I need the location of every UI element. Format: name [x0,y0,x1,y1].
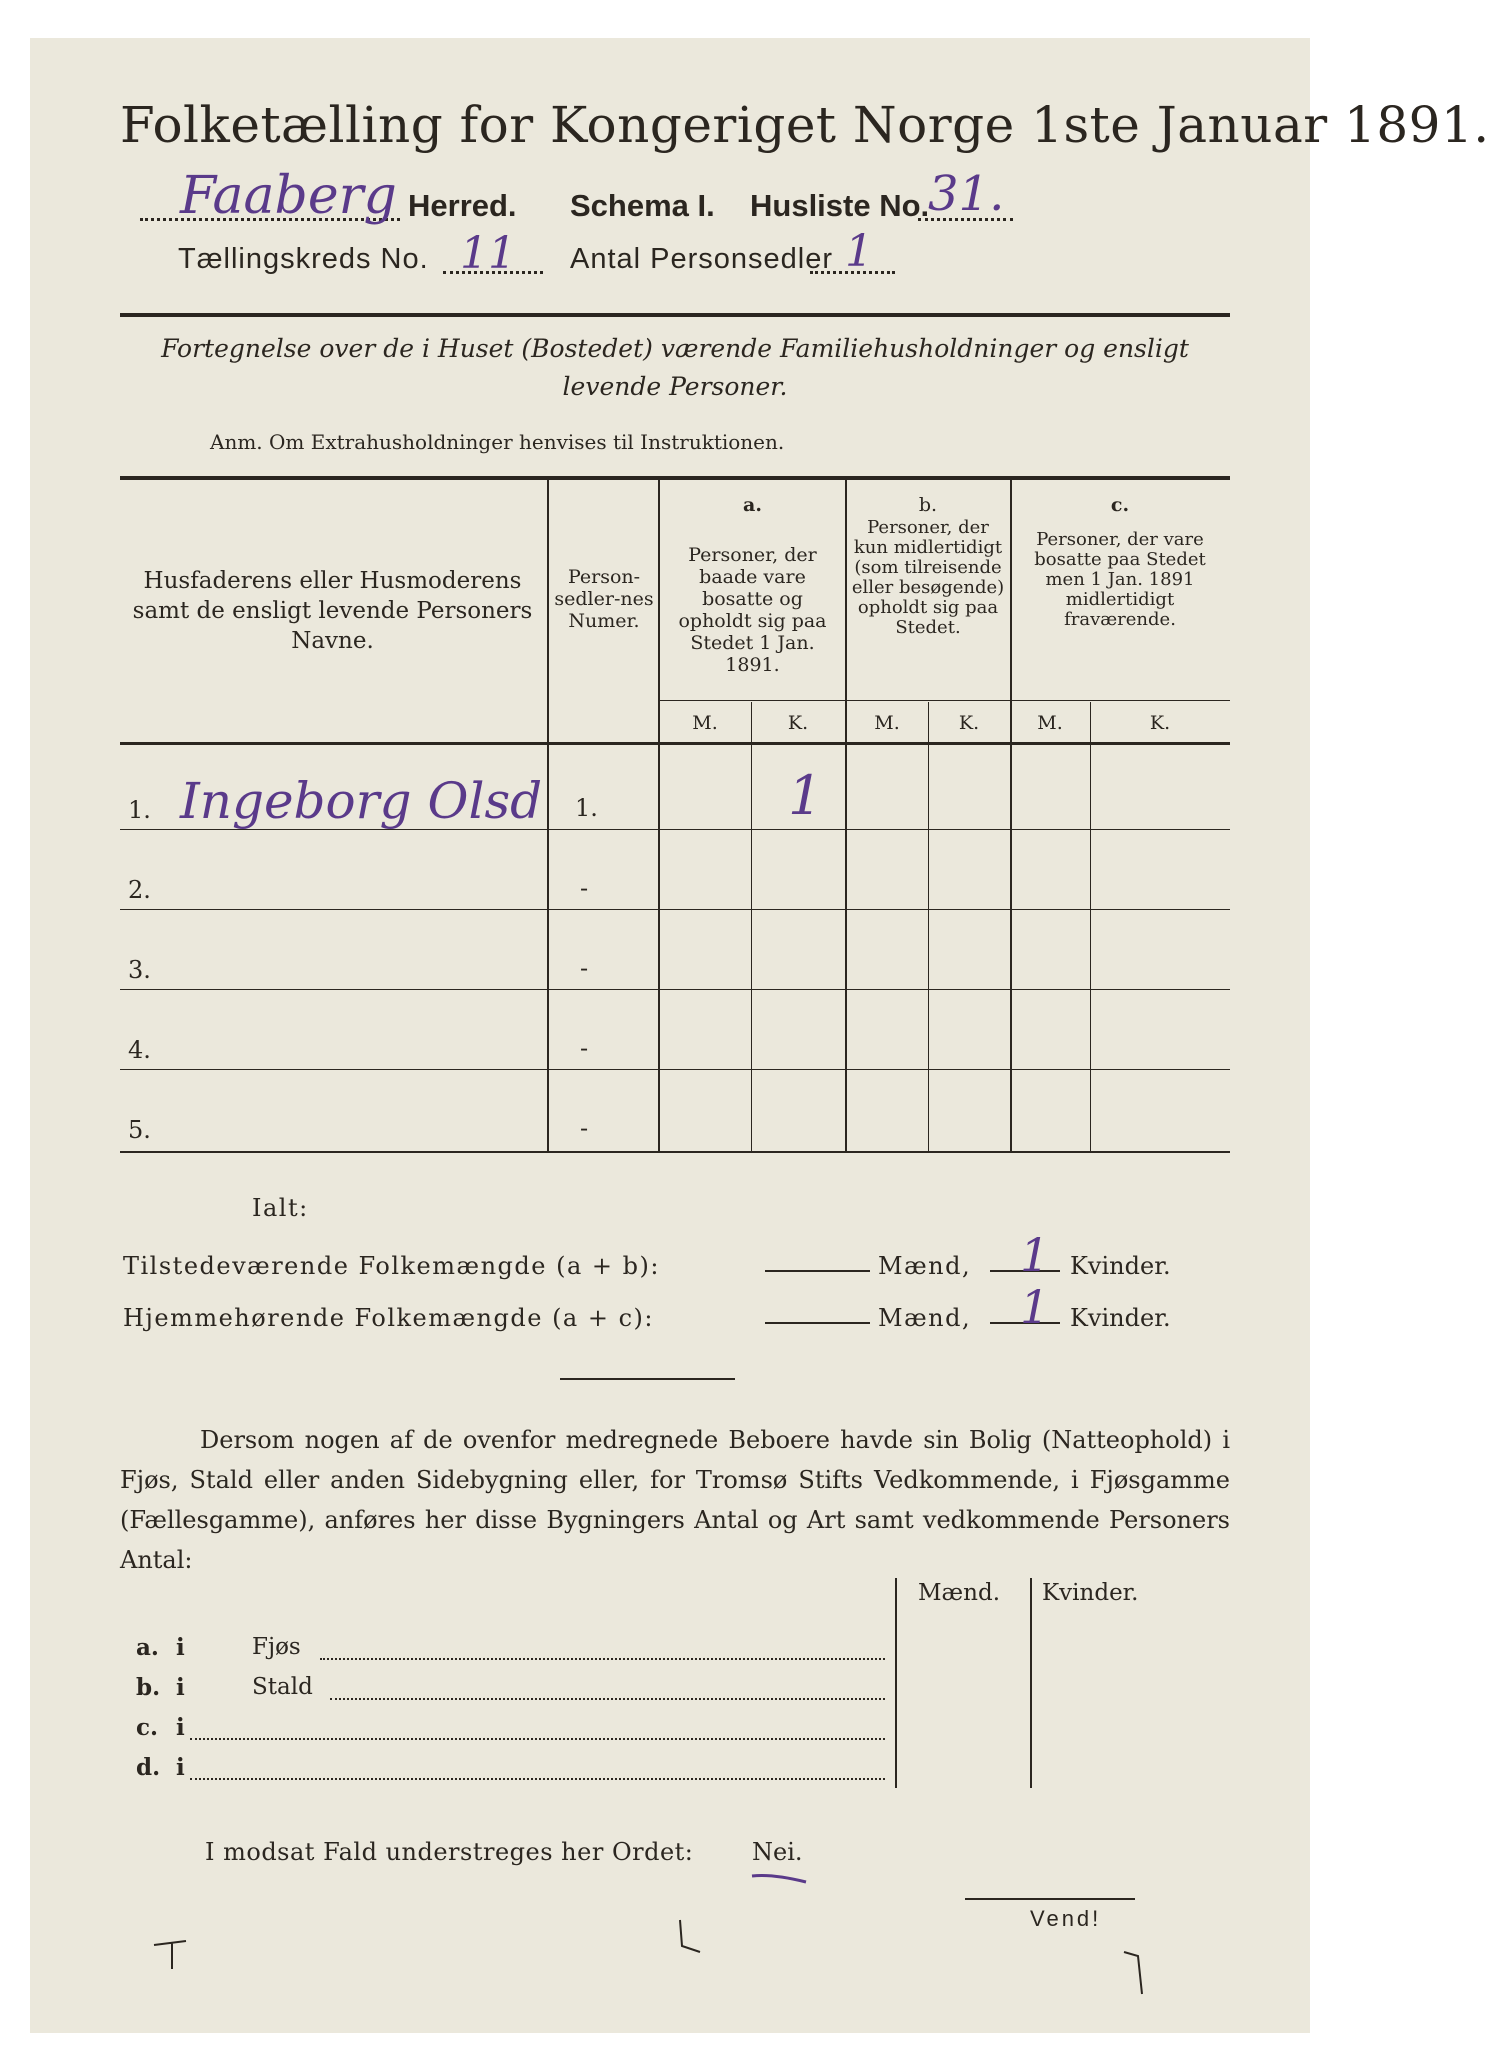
row-3-number: 3. [128,956,151,984]
census-form-page [30,38,1490,2033]
col-a-letter: a. [743,494,762,516]
anm-note: Anm. Om Extrahusholdninger henvises til Instruktionen. [210,430,785,454]
row-1-sedler: 1. [575,794,598,822]
row-1-a-k-value: 1 [788,764,823,827]
col-a-header: Personer, der baade vare bosatte og opholdt sig paa Stedet 1 Jan. 1891. [678,544,827,676]
col-divider-name [547,480,549,1151]
item-d-prep: i [176,1754,185,1781]
b-mk-divider [928,702,929,1151]
ialt-label: Ialt: [252,1194,309,1222]
col-c-letter: c. [1110,494,1130,516]
item-b-label: Stald [252,1674,313,1700]
item-c-letter: c. [136,1714,159,1741]
b-k-label: K. [958,712,980,734]
row-2-number: 2. [128,876,151,904]
antal-handwritten-value: 1 [845,226,873,277]
item-b-dots [330,1698,885,1700]
b-m-label: M. [874,712,900,734]
husliste-label: Husliste No. [750,188,930,223]
nei-underline-stroke [750,1870,810,1886]
item-b-letter: b. [136,1674,161,1701]
c-mk-divider [1090,702,1091,1151]
row-rule-3 [120,989,1230,990]
pencil-mark-middle [670,1916,710,1966]
a-m-label: M. [692,712,718,734]
vend-rule [965,1898,1135,1900]
col-divider-b [1010,480,1012,1151]
outbuildings-paragraph: Dersom nogen af de ovenfor medregnede Beboere havde sin Bolig (Natteophold) i Fjøs, Stald eller anden Sidebygning eller, for Tromsø Stifts Vedkommende, i Fjøsgamme (Fællesgamme), anføres her disse Bygningers Antal og Art samt vedkommende Personers Antal: [120,1426,1230,1574]
hjemme-kvinder-label: Kvinder. [1070,1304,1171,1332]
item-c-dots [190,1738,885,1740]
tilstede-kvinder-label: Kvinder. [1070,1252,1171,1280]
schema-label: Schema I. [570,188,715,223]
header-rule [120,313,1230,317]
table-top-rule [120,476,1230,480]
form-title: Folketælling for Kongeriget Norge 1ste Januar 1891. [120,96,1490,154]
a-mk-divider [751,702,752,1151]
col-divider-a [845,480,847,1151]
kreds-handwritten-value: 11 [460,228,516,279]
pencil-mark-left [150,1933,200,1973]
mk-top-rule [658,700,1230,701]
kvinder-col-divider [1030,1578,1032,1788]
c-m-label: M. [1037,712,1063,734]
item-c-prep: i [176,1714,185,1741]
col-num-header: Person-sedler-nes Numer. [554,566,654,632]
row-4-number: 4. [128,1036,151,1064]
row-1-name: Ingeborg Olsd [180,772,543,830]
item-a-label: Fjøs [252,1634,301,1660]
tilstede-maend-blank [765,1270,870,1272]
hjemme-label: Hjemmehørende Folkemængde (a + c): [123,1304,654,1332]
row-3-sedler: - [580,954,589,982]
item-a-prep: i [176,1634,185,1661]
row-2-sedler: - [580,874,589,902]
hjemme-maend-label: Mænd, [878,1304,972,1332]
row-4-sedler: - [580,1034,589,1062]
col-b-letter: b. [918,494,938,516]
col-divider-num [658,480,660,1151]
row-5-number: 5. [128,1116,151,1144]
table-bottom-rule [120,1151,1230,1153]
item-b-prep: i [176,1674,185,1701]
table-header-rule [120,742,1230,745]
row-1-number: 1. [128,796,151,824]
household-table [120,476,1230,1156]
antal-label: Antal Personsedler [570,243,834,275]
hjemme-maend-blank [765,1322,870,1324]
tilstede-label: Tilstedeværende Folkemængde (a + b): [123,1252,660,1280]
herred-handwritten-value: Faaberg [180,166,397,226]
vend-label: Vend! [1030,1906,1102,1931]
item-a-dots [320,1658,885,1660]
nei-word: Nei. [752,1838,803,1866]
c-k-label: K. [1149,712,1171,734]
pencil-mark-right [1120,1946,1160,2006]
col-b-header: Personer, der kun midlertidigt (som tilreisende eller besøgende) opholdt sig paa Stedet. [851,517,1005,638]
tilstede-kvinder-value: 1 [1020,1228,1050,1282]
kreds-label: Tællingskreds No. [178,243,429,275]
a-k-label: K. [787,712,809,734]
husliste-handwritten-value: 31. [928,166,1005,222]
section-divider [560,1378,735,1380]
maend-col-divider [895,1578,897,1788]
modsat-text: I modsat Fald understreges her Ordet: [205,1838,694,1866]
outbuildings-maend-header: Mænd. [918,1580,1001,1606]
item-a-letter: a. [136,1634,159,1661]
col-name-header: Husfaderens eller Husmoderens samt de ensligt levende Personers Navne. [132,568,533,654]
outbuildings-kvinder-header: Kvinder. [1042,1580,1139,1606]
row-5-sedler: - [580,1114,589,1142]
tilstede-maend-label: Mænd, [878,1252,972,1280]
col-c-header: Personer, der vare bosatte paa Stedet men 1 Jan. 1891 midlertidigt fraværende. [1034,529,1206,630]
intro-text: Fortegnelse over de i Huset (Bostedet) værende Familiehusholdninger og ensligt levende Personer. [161,334,1189,401]
row-rule-2 [120,909,1230,910]
item-d-letter: d. [136,1754,161,1781]
herred-label: Herred. [408,188,517,223]
hjemme-kvinder-value: 1 [1020,1280,1050,1334]
row-rule-4 [120,1069,1230,1070]
item-d-dots [190,1778,885,1780]
